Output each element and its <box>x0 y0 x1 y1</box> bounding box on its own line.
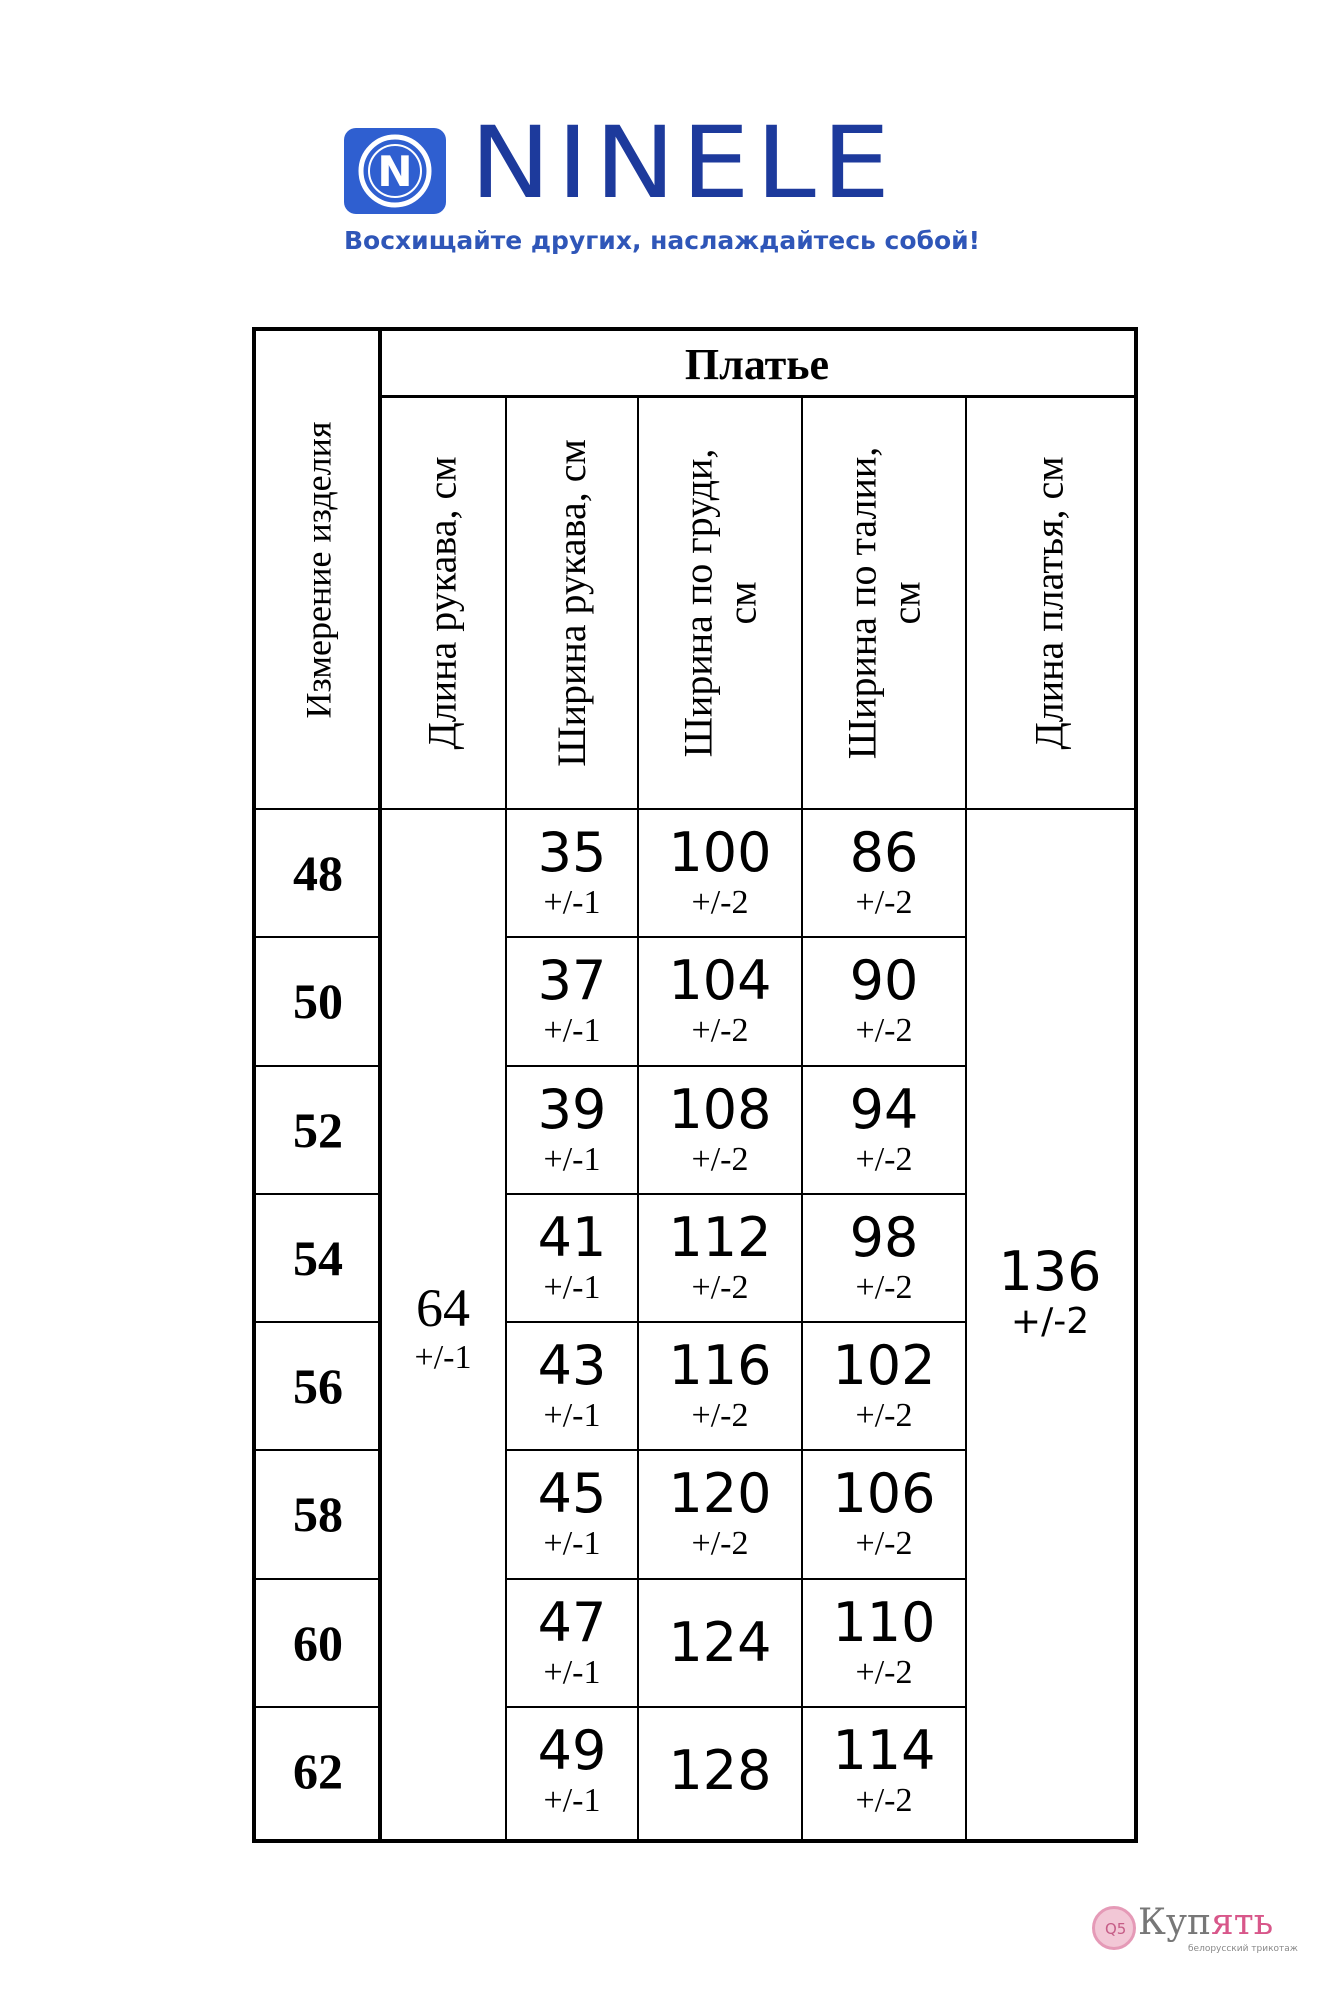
column-header-unit: см <box>883 581 929 625</box>
cell-value: 41 <box>537 1205 607 1269</box>
logo-mark-letter: N <box>377 147 413 196</box>
watermark-word-end: ять <box>1211 1902 1274 1943</box>
cell-value: 86 <box>849 821 919 885</box>
cell-tolerance: +/-1 <box>543 1653 601 1691</box>
chest-width-cell <box>638 1322 802 1450</box>
dress-length-cell <box>966 809 1134 1835</box>
cell-tolerance: +/-2 <box>691 1397 749 1435</box>
waist-width-cell <box>802 937 966 1065</box>
column-header-line: Ширина по талии, <box>839 446 885 760</box>
cell-value: 136 <box>998 1240 1102 1303</box>
cell-tolerance: +/-2 <box>691 1525 749 1563</box>
column-header-cell <box>506 397 638 809</box>
cell-value: 112 <box>668 1205 772 1269</box>
cell-tolerance: +/-1 <box>543 1012 601 1050</box>
brand-slogan: Восхищайте других, наслаждайтесь собой! <box>344 226 981 255</box>
cell-value: 110 <box>832 1590 936 1654</box>
watermark-badge-icon <box>1092 1906 1136 1950</box>
watermark-badge-text: Q5 <box>1105 1920 1127 1938</box>
chest-width-cell <box>638 809 802 937</box>
cell-value: 39 <box>537 1077 607 1141</box>
waist-width-cell <box>802 1194 966 1322</box>
column-header-label <box>840 447 928 760</box>
table-title: Платье <box>684 339 830 389</box>
sleeve-length-cell <box>380 809 506 1841</box>
chest-width-cell <box>638 1066 802 1194</box>
column-header-line: Длина платья, см <box>1027 456 1072 750</box>
cell-tolerance: +/-2 <box>691 1268 749 1306</box>
watermark-word <box>1138 1902 1273 1943</box>
chest-width-cell <box>638 937 802 1065</box>
chest-width-cell <box>638 1579 802 1707</box>
cell-value: 43 <box>537 1334 607 1398</box>
size-cell: 62 <box>293 1742 343 1799</box>
size-cell: 48 <box>293 845 343 902</box>
cell-tolerance: +/-2 <box>855 884 913 922</box>
cell-tolerance: +/-1 <box>414 1339 472 1376</box>
cell-tolerance: +/-2 <box>1010 1301 1090 1342</box>
column-header-cell <box>802 397 966 809</box>
waist-width-cell <box>802 809 966 937</box>
waist-width-cell <box>802 1322 966 1450</box>
size-chart-table <box>252 327 1138 1843</box>
cell-tolerance: +/-2 <box>855 1268 913 1306</box>
cell-value: 100 <box>668 821 772 885</box>
waist-width-cell <box>802 1450 966 1578</box>
column-header-unit: см <box>719 581 765 625</box>
chest-width-cell <box>638 1450 802 1578</box>
column-header-line: Ширина по груди, <box>675 448 721 758</box>
logo-mark-icon <box>344 128 446 214</box>
cell-value: 45 <box>537 1462 607 1526</box>
cell-tolerance: +/-2 <box>855 1653 913 1691</box>
cell-value: 128 <box>668 1738 772 1802</box>
cell-value: 114 <box>832 1718 936 1782</box>
cell-value: 47 <box>537 1590 607 1654</box>
row-header-cell <box>256 331 380 809</box>
cell-value: 124 <box>668 1610 772 1674</box>
cell-tolerance: +/-2 <box>691 884 749 922</box>
cell-value: 108 <box>668 1077 772 1141</box>
column-header-cell <box>966 397 1134 809</box>
sleeve-width-cell <box>506 1066 638 1194</box>
cell-tolerance: +/-2 <box>855 1397 913 1435</box>
column-header-label <box>676 449 764 758</box>
sleeve-width-cell <box>506 1707 638 1835</box>
sleeve-width-cell <box>506 809 638 937</box>
cell-tolerance: +/-1 <box>543 1397 601 1435</box>
cell-value: 116 <box>668 1334 772 1398</box>
column-header-cell <box>638 397 802 809</box>
sleeve-width-cell <box>506 1322 638 1450</box>
size-cell: 52 <box>293 1101 343 1158</box>
brand-logo <box>344 105 990 266</box>
column-header-label <box>1028 456 1072 749</box>
cell-tolerance: +/-1 <box>543 884 601 922</box>
cell-value: 106 <box>832 1462 936 1526</box>
cell-value: 102 <box>832 1334 936 1398</box>
cell-tolerance: +/-1 <box>543 1525 601 1563</box>
cell-tolerance: +/-2 <box>691 1140 749 1178</box>
cell-tolerance: +/-2 <box>855 1781 913 1819</box>
column-header-line: Ширина рукава, см <box>549 439 594 767</box>
cell-tolerance: +/-2 <box>855 1012 913 1050</box>
chest-width-cell <box>638 1707 802 1835</box>
waist-width-cell <box>802 1066 966 1194</box>
size-cell: 50 <box>293 973 343 1030</box>
cell-tolerance: +/-1 <box>543 1781 601 1819</box>
chest-width-cell <box>638 1194 802 1322</box>
size-cell: 60 <box>293 1614 343 1671</box>
sleeve-width-cell <box>506 1194 638 1322</box>
brand-name: NINELE <box>470 105 897 221</box>
watermark <box>1092 1902 1298 1962</box>
cell-value: 37 <box>537 949 607 1013</box>
cell-value: 90 <box>849 949 919 1013</box>
column-header-label <box>421 456 465 749</box>
column-header-label <box>550 439 594 767</box>
watermark-word-start: Куп <box>1138 1902 1212 1943</box>
cell-tolerance: +/-1 <box>543 1140 601 1178</box>
size-cell: 58 <box>293 1486 343 1543</box>
cell-value: 64 <box>416 1278 470 1338</box>
column-header-line: Длина рукава, см <box>420 456 466 750</box>
cell-tolerance: +/-2 <box>855 1140 913 1178</box>
cell-value: 94 <box>849 1077 919 1141</box>
cell-value: 120 <box>668 1462 772 1526</box>
sleeve-width-cell <box>506 937 638 1065</box>
size-cell: 54 <box>293 1229 343 1286</box>
cell-tolerance: +/-1 <box>543 1268 601 1306</box>
waist-width-cell <box>802 1707 966 1835</box>
cell-value: 49 <box>537 1718 607 1782</box>
cell-tolerance: +/-2 <box>691 1012 749 1050</box>
waist-width-cell <box>802 1579 966 1707</box>
row-header-label: Измерение изделия <box>298 421 339 719</box>
column-header-cell <box>380 397 506 809</box>
sleeve-width-cell <box>506 1579 638 1707</box>
cell-value: 98 <box>849 1205 919 1269</box>
cell-tolerance: +/-2 <box>855 1525 913 1563</box>
sleeve-width-cell <box>506 1450 638 1578</box>
cell-value: 104 <box>668 949 772 1013</box>
watermark-subtitle: белорусский трикотаж <box>1188 1944 1298 1954</box>
cell-value: 35 <box>537 821 607 885</box>
size-cell: 56 <box>293 1358 343 1415</box>
